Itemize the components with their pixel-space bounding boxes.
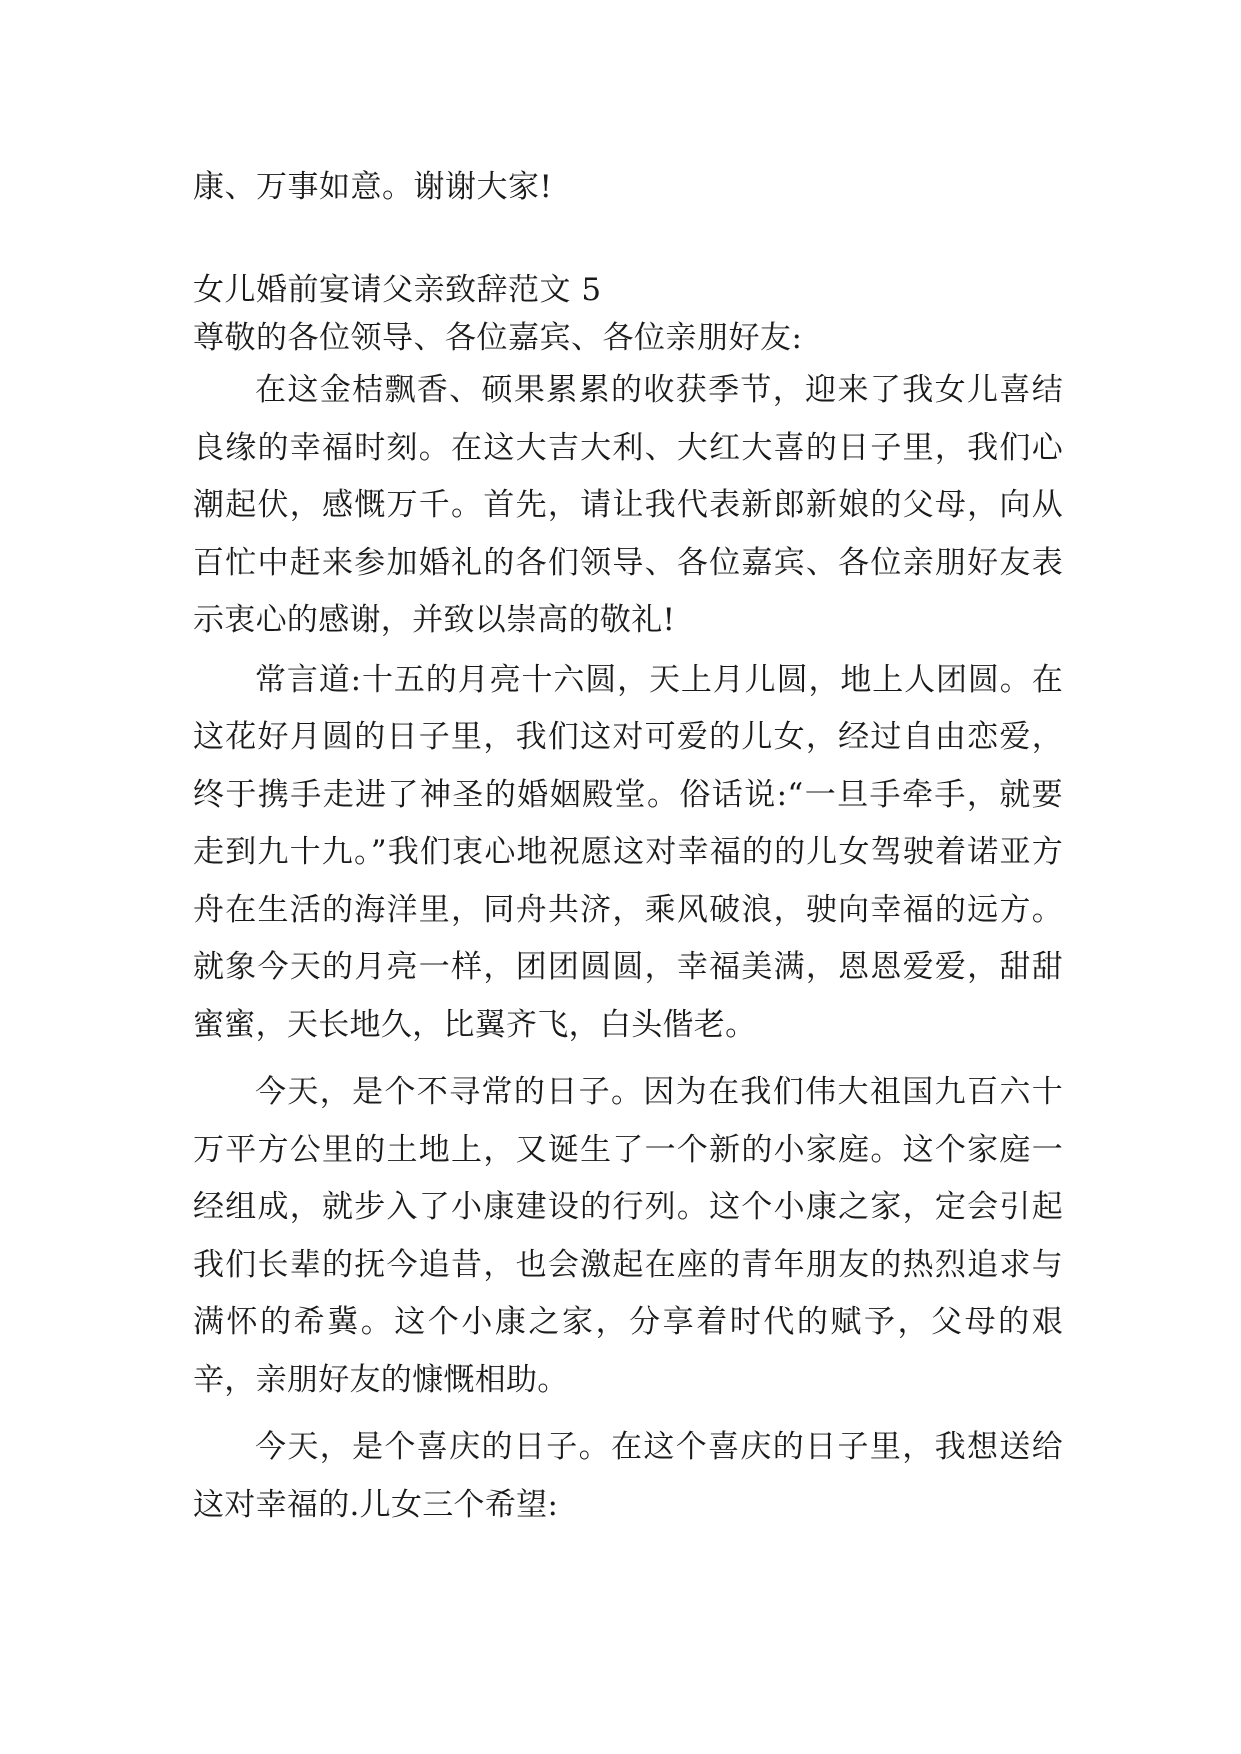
paragraph-4: 今天，是个喜庆的日子。在这个喜庆的日子里，我想送给这对幸福的.儿女三个希望:: [193, 1429, 1063, 1523]
salutation: 尊敬的各位领导、各位嘉宾、各位亲朋好友:: [193, 320, 803, 356]
spacer: [193, 211, 1063, 266]
continuation-text: 康、万事如意。谢谢大家!: [193, 169, 553, 205]
paragraph-2: 常言道:十五的月亮十六圆，天上月儿圆，地上人团圆。在这花好月圆的日子里，我们这对可爱的儿女，经过自由恋爱，终于携手走进了神圣的婚姻殿堂。俗话说:“一旦手牵手，就要走到九十九。”我们衷心地祝愿这对幸福的的儿女驾驶着诺亚方舟在生活的海洋里，同舟共济，乘风破浪，驶向幸福的远方。就象今天的月亮一样，团团圆圆，幸福美满，恩恩爱爱，甜甜蜜蜜，天长地久，比翼齐飞，白头偕老。: [193, 661, 1063, 1043]
document-body: [193, 163, 1063, 1534]
paragraph-3: 今天，是个不寻常的日子。因为在我们伟大祖国九百六十万平方公里的土地上，又诞生了一个新的小家庭。这个家庭一经组成，就步入了小康建设的行列。这个小康之家，定会引起我们长辈的抚今追昔，也会激起在座的青年朋友的热烈追求与满怀的希冀。这个小康之家，分享着时代的赋予，父母的艰辛，亲朋好友的慷慨相助。: [193, 1074, 1063, 1398]
paragraph-1: 在这金桔飘香、硕果累累的收获季节，迎来了我女儿喜结良缘的幸福时刻。在这大吉大利、大红大喜的日子里，我们心潮起伏，感慨万千。首先，请让我代表新郎新娘的父母，向从百忙中赶来参加婚礼的各们领导、各位嘉宾、各位亲朋好友表示衷心的感谢，并致以崇高的敬礼!: [193, 372, 1063, 638]
section-heading: 女儿婚前宴请父亲致辞范文 5: [193, 272, 602, 308]
